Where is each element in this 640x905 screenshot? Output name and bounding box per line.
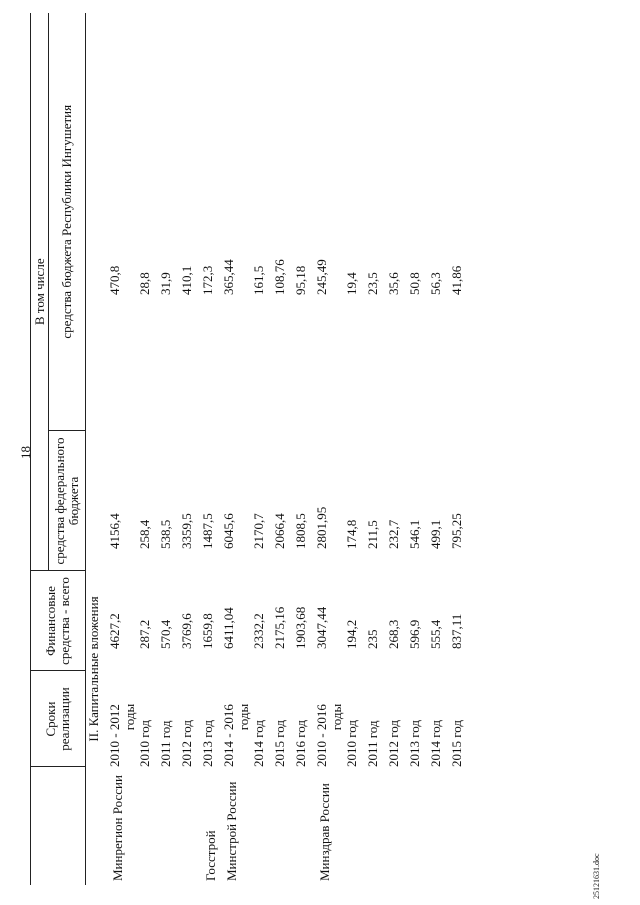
cell-regional-budget: 95,18 (293, 265, 308, 295)
cell-federal-budget: 2801,95 (314, 506, 329, 549)
cell-federal-budget: 2066,4 (272, 513, 287, 549)
cell-organization (293, 767, 314, 885)
cell-total-funding: 837,11 (449, 613, 464, 649)
cell-regional-budget: 35,6 (386, 272, 401, 295)
cell-regional-budget: 470,8 (107, 265, 122, 295)
cell-total-funding: 555,4 (428, 619, 443, 649)
cell-total-funding: 570,4 (158, 619, 173, 649)
cell-federal-budget: 232,7 (386, 519, 401, 549)
table-row (428, 13, 449, 885)
header-federal-budget: средства федерального бюджета (49, 431, 86, 571)
cell-regional-budget: 161,5 (251, 265, 266, 295)
table-row (179, 13, 200, 885)
cell-total-funding: 1903,68 (293, 606, 308, 649)
cell-regional-budget: 28,8 (137, 272, 152, 295)
table-row (386, 13, 407, 885)
header-total-funding: Финансовые средства - всего (31, 571, 86, 671)
cell-federal-budget: 546,1 (407, 519, 422, 549)
cell-federal-budget: 1487,5 (200, 513, 215, 549)
cell-period: 2011 год (158, 720, 173, 767)
cell-organization (137, 767, 158, 885)
cell-period: 2010 год (344, 720, 359, 767)
cell-period: 2014 год (251, 720, 266, 767)
cell-period: 2013 год (200, 720, 215, 767)
header-including: В том числе (31, 13, 49, 571)
cell-period: 2015 год (449, 720, 464, 767)
table-row (251, 13, 272, 885)
table-row (314, 13, 344, 885)
cell-organization (407, 767, 428, 885)
header-regional-budget: средства бюджета Республики Ингушетия (49, 13, 86, 431)
cell-regional-budget: 245,49 (314, 259, 329, 295)
page-number: 18 (18, 446, 33, 459)
cell-regional-budget: 50,8 (407, 272, 422, 295)
cell-total-funding: 268,3 (386, 619, 401, 649)
cell-organization (428, 767, 449, 885)
cell-federal-budget: 174,8 (344, 519, 359, 549)
cell-total-funding: 2175,16 (272, 606, 287, 649)
cell-regional-budget: 172,3 (200, 265, 215, 295)
table-row (344, 13, 365, 885)
cell-regional-budget: 41,86 (449, 265, 464, 295)
cell-total-funding: 596,9 (407, 619, 422, 649)
cell-organization: Госстрой (203, 830, 218, 881)
cell-federal-budget: 4156,4 (107, 513, 122, 549)
cell-period: 2014 год (428, 720, 443, 767)
cell-organization (365, 767, 386, 885)
table-row (200, 13, 221, 885)
cell-regional-budget: 108,76 (272, 259, 287, 295)
cell-federal-budget: 6045,6 (221, 513, 236, 549)
cell-period: 2016 год (293, 720, 308, 767)
cell-total-funding: 1659,8 (200, 613, 215, 649)
cell-organization (386, 767, 407, 885)
cell-period: 2015 год (272, 720, 287, 767)
table-row (293, 13, 314, 885)
section-title: II. Капитальные вложения (86, 596, 101, 742)
cell-period: 2012 год (179, 720, 194, 767)
cell-federal-budget: 211,5 (365, 520, 380, 549)
cell-federal-budget: 499,1 (428, 519, 443, 549)
table-row (137, 13, 158, 885)
cell-total-funding: 235 (365, 629, 380, 649)
table-row (107, 13, 137, 885)
cell-total-funding: 194,2 (344, 619, 359, 649)
cell-regional-budget: 365,44 (221, 259, 236, 295)
cell-organization (158, 767, 179, 885)
document-code: 25121631.doc (592, 853, 601, 899)
section-row (86, 13, 108, 885)
cell-federal-budget: 1808,5 (293, 513, 308, 549)
cell-total-funding: 2332,2 (251, 613, 266, 649)
cell-period: 2013 год (407, 720, 422, 767)
cell-period: 2011 год (365, 720, 380, 767)
header-period: Сроки реализации (31, 671, 86, 767)
cell-regional-budget: 31,9 (158, 272, 173, 295)
cell-period: 2014 - 2016 годы (221, 703, 251, 767)
cell-federal-budget: 795,25 (449, 513, 464, 549)
table-row (158, 13, 179, 885)
cell-federal-budget: 538,5 (158, 519, 173, 549)
cell-total-funding: 3047,44 (314, 606, 329, 649)
funding-table (30, 13, 470, 885)
cell-period: 2010 - 2012 годы (107, 703, 137, 767)
table-body (86, 13, 471, 885)
cell-regional-budget: 23,5 (365, 272, 380, 295)
cell-federal-budget: 258,4 (137, 519, 152, 549)
cell-total-funding: 287,2 (137, 619, 152, 649)
header-organization (31, 767, 86, 885)
table-row (272, 13, 293, 885)
cell-organization (251, 767, 272, 885)
table-row (365, 13, 386, 885)
cell-organization (179, 767, 200, 885)
cell-organization (272, 767, 293, 885)
cell-total-funding: 3769,6 (179, 613, 194, 649)
cell-organization: Минстрой России (224, 781, 239, 881)
cell-period: 2010 год (137, 720, 152, 767)
cell-period: 2012 год (386, 720, 401, 767)
cell-federal-budget: 2170,7 (251, 513, 266, 549)
cell-organization: Минздрав России (317, 783, 332, 881)
cell-federal-budget: 3359,5 (179, 513, 194, 549)
cell-organization (344, 767, 365, 885)
table-row (407, 13, 428, 885)
cell-regional-budget: 410,1 (179, 265, 194, 295)
cell-organization (449, 767, 470, 885)
cell-total-funding: 4627,2 (107, 613, 122, 649)
cell-regional-budget: 19,4 (344, 272, 359, 295)
cell-total-funding: 6411,04 (221, 607, 236, 649)
table-row (449, 13, 470, 885)
cell-regional-budget: 56,3 (428, 272, 443, 295)
cell-period: 2010 - 2016 годы (314, 703, 344, 767)
table-row (221, 13, 251, 885)
cell-organization: Минрегион России (110, 775, 125, 881)
